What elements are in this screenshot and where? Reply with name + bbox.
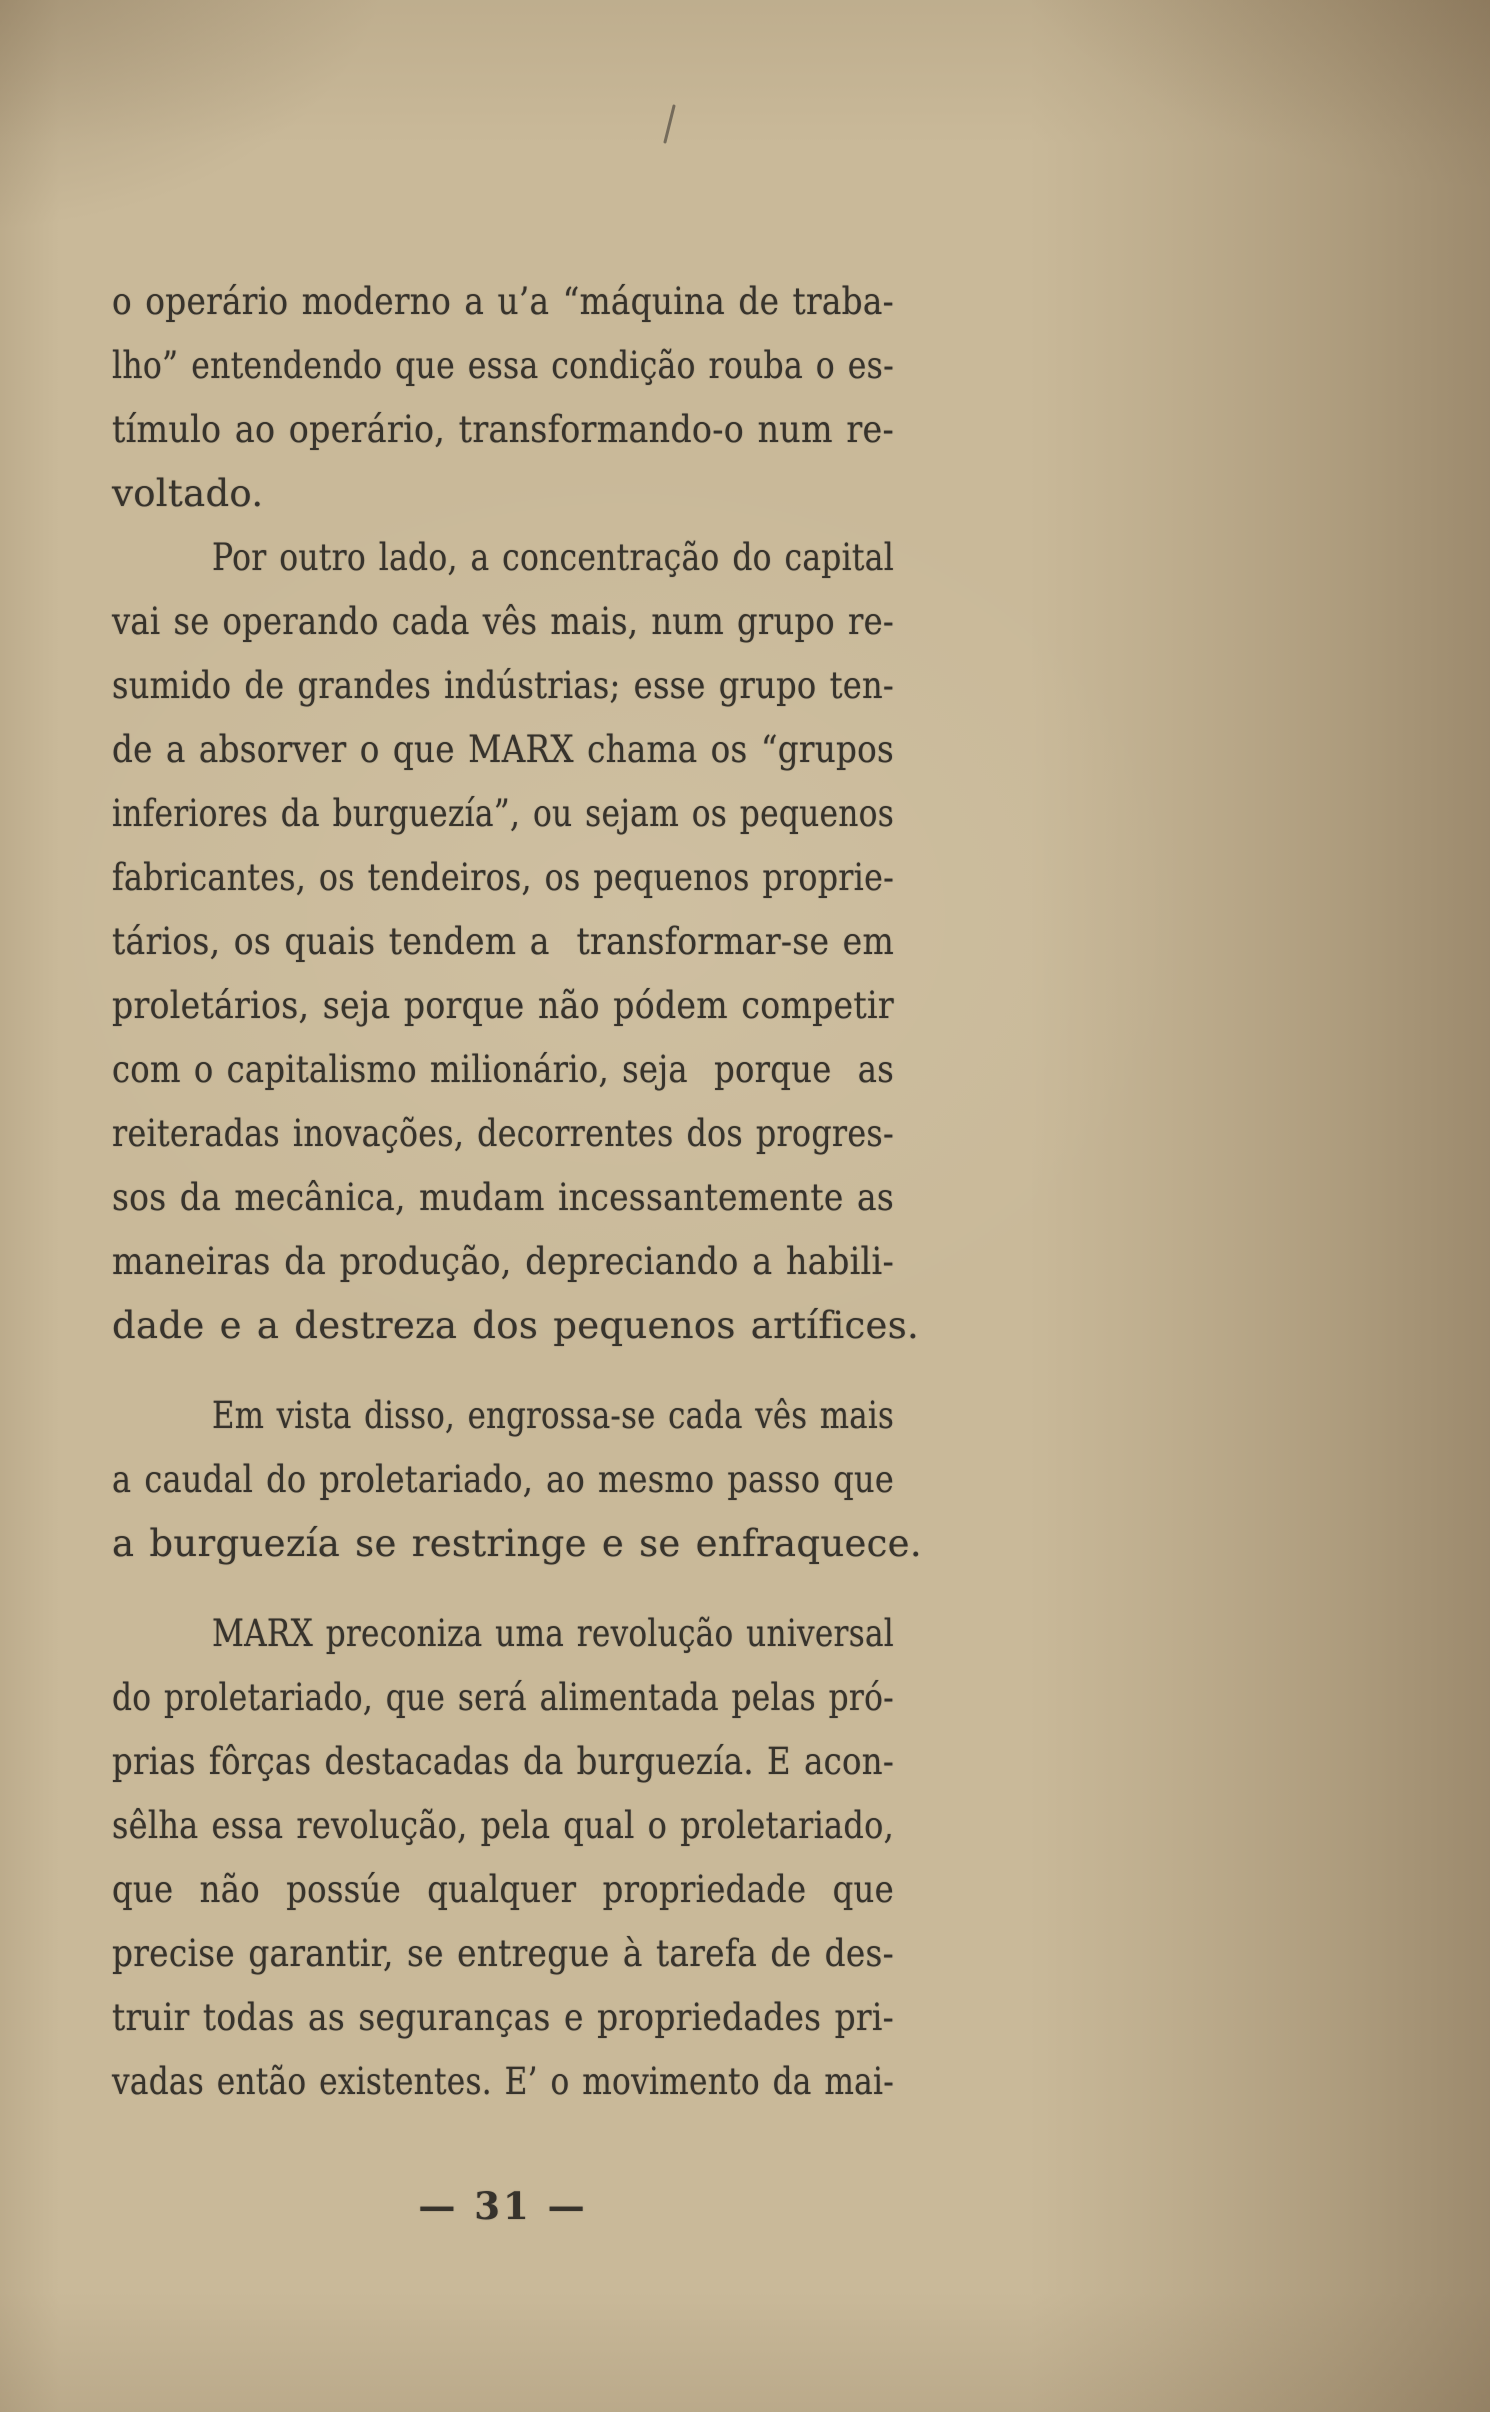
text-block [112,270,922,2114]
text-line [112,1038,894,1102]
text-line [112,1986,894,2050]
text-line-content: voltado. [112,472,264,515]
text-line-content: Em vista disso, engrossa-se cada vês mais [212,1394,895,1437]
text-line [112,1384,894,1448]
text-line [112,590,894,654]
text-line-content: reiteradas inovações, decorrentes dos progres- [112,1112,894,1155]
text-line-content: sêlha essa revolução, pela qual o proletariado, [112,1804,895,1847]
text-line [112,1794,894,1858]
text-line-content: truir todas as seguranças e propriedades pri- [112,1996,894,2039]
text-line-content: vadas então existentes. E’ o movimento da mai- [112,2060,895,2103]
text-line-content: tários, os quais tendem a transformar-se em [112,920,895,963]
text-line [112,270,894,334]
text-line-content: lho” entendendo que essa condição rouba o es- [112,344,894,387]
text-line-content: inferiores da burguezía”, ou sejam os pequenos [112,792,895,835]
text-line-content: sos da mecânica, mudam incessantemente as [112,1176,895,1219]
text-line [112,846,894,910]
text-line-content: a burguezía se restringe e se enfraquece. [112,1522,922,1565]
page-number: — 31 — [418,2184,588,2228]
text-line-content: sumido de grandes indústrias; esse grupo ten- [112,664,895,707]
text-line [112,782,894,846]
text-line [112,1922,894,1986]
text-line-content: do proletariado, que será alimentada pelas pró- [112,1676,895,1719]
text-line [112,1294,920,1358]
text-line-content: dade e a destreza dos pequenos artífices. [112,1304,920,1347]
text-line [112,654,894,718]
text-line-content: que não possúe qualquer propriedade que [112,1868,894,1911]
text-line [112,1166,894,1230]
text-line [112,526,894,590]
text-line-content: com o capitalismo milionário, seja porque as [112,1048,894,1091]
stray-ink-mark [663,104,676,144]
text-line [112,1230,894,1294]
text-line [112,1448,894,1512]
text-line [112,1602,894,1666]
text-line [112,910,894,974]
text-line-content: vai se operando cada vês mais, num grupo re- [112,600,895,643]
text-line-content: Por outro lado, a concentração do capital [212,536,894,579]
text-line-content: a caudal do proletariado, ao mesmo passo que [112,1458,895,1501]
text-line [112,1666,894,1730]
text-line [112,718,894,782]
text-line-content: maneiras da produção, depreciando a habili- [112,1240,894,1283]
text-line-content: tímulo ao operário, transformando-o num re- [112,408,894,451]
text-line [112,1512,922,1576]
text-line-content: prias fôrças destacadas da burguezía. E acon- [112,1740,895,1783]
text-line [112,1858,894,1922]
text-line [112,462,894,526]
text-line [112,1102,894,1166]
text-line-content: precise garantir, se entregue à tarefa de des- [112,1932,894,1975]
text-line-content: o operário moderno a u’a “máquina de traba- [112,280,894,323]
text-line-content: MARX preconiza uma revolução universal [212,1612,894,1655]
text-line-content: fabricantes, os tendeiros, os pequenos proprie- [112,856,895,899]
text-line [112,1730,894,1794]
text-line [112,2050,894,2114]
text-line-content: de a absorver o que MARX chama os “grupos [112,728,894,771]
text-line [112,334,894,398]
text-line [112,974,894,1038]
text-line [112,398,894,462]
text-line-content: proletários, seja porque não pódem competir [112,984,894,1027]
